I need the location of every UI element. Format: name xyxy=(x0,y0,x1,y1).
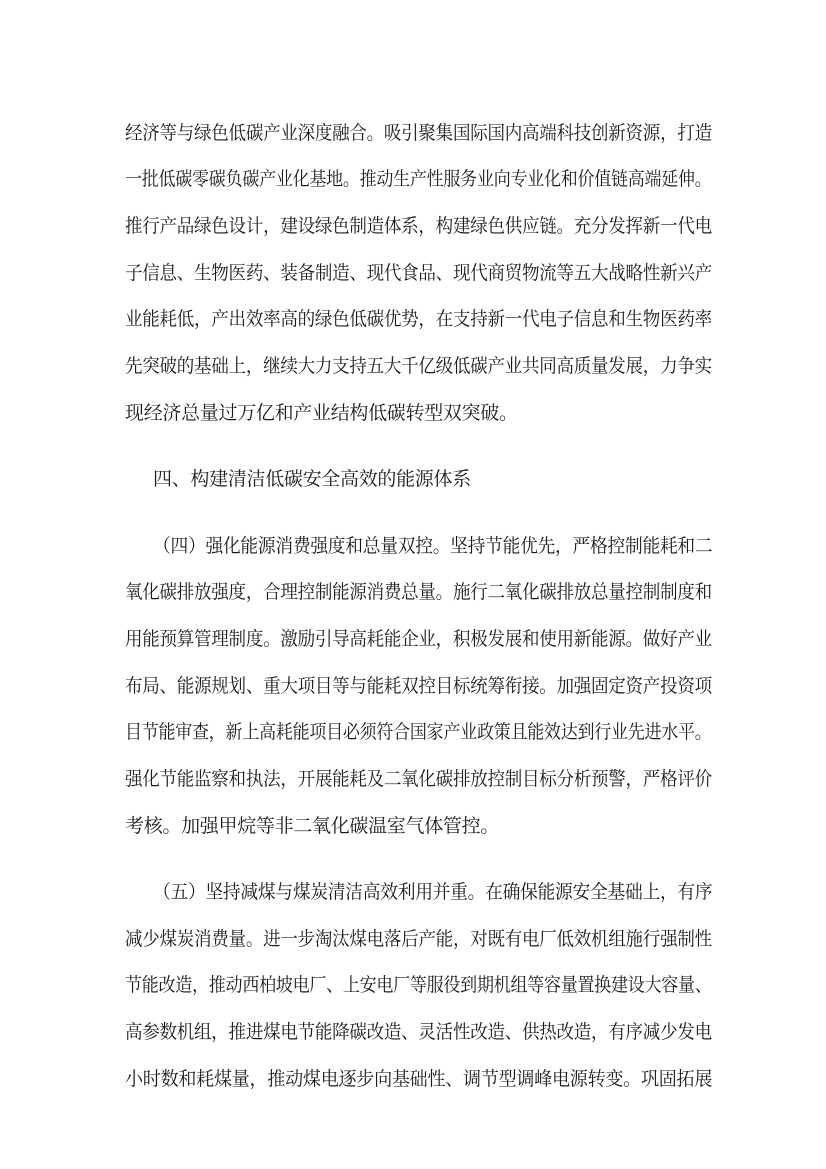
text-line: 氧化碳排放强度，合理控制能源消费总量。施行二氧化碳排放总量控制制度和 xyxy=(125,581,712,603)
text-line: 现经济总量过万亿和产业结构低碳转型双突破。 xyxy=(125,402,518,424)
text-line: 布局、能源规划、重大项目等与能耗双控目标统筹衔接。加强固定资产投资项 xyxy=(125,675,712,697)
text-line: 小时数和耗煤量，推动煤电逐步向基础性、调节型调峰电源转变。巩固拓展 xyxy=(125,1068,713,1090)
text-line: 节能改造，推动西柏坡电厂、上安电厂等服役到期机组等容量置换建设大容量、 xyxy=(125,974,712,996)
text-line: （四）强化能源消费强度和总量双控。坚持节能优先，严格控制能耗和二 xyxy=(153,535,713,557)
text-line: （五）坚持减煤与煤炭清洁高效利用并重。在确保能源安全基础上，有序 xyxy=(153,881,713,903)
text-line: 推行产品绿色设计，建设绿色制造体系，构建绿色供应链。充分发挥新一代电 xyxy=(125,215,712,237)
text-line: 目节能审查，新上高耗能项目必须符合国家产业政策且能效达到行业先进水平。 xyxy=(125,721,712,743)
text-line: 子信息、生物医药、装备制造、现代食品、现代商贸物流等五大战略性新兴产 xyxy=(125,262,712,284)
section-heading-text: 四、构建清洁低碳安全高效的能源体系 xyxy=(153,468,471,490)
text-line: 强化节能监察和执法，开展能耗及二氧化碳排放控制目标分析预警，严格评价 xyxy=(125,768,712,790)
text-line: 用能预算管理制度。激励引导高耗能企业，积极发展和使用新能源。做好产业 xyxy=(125,628,712,650)
text-line: 先突破的基础上，继续大力支持五大千亿级低碳产业共同高质量发展，力争实 xyxy=(125,355,712,377)
text-line: 高参数机组，推进煤电节能降碳改造、灵活性改造、供热改造，有序减少发电 xyxy=(125,1021,712,1043)
text-line: 业能耗低，产出效率高的绿色低碳优势，在支持新一代电子信息和生物医药率 xyxy=(125,308,712,330)
text-line: 减少煤炭消费量。进一步淘汰煤电落后产能，对既有电厂低效机组施行强制性 xyxy=(125,928,712,950)
text-line: 经济等与绿色低碳产业深度融合。吸引聚集国际国内高端科技创新资源，打造 xyxy=(125,122,712,144)
text-line: 考核。加强甲烷等非二氧化碳温室气体管控。 xyxy=(125,815,500,837)
text-line: 一批低碳零碳负碳产业化基地。推动生产性服务业向专业化和价值链高端延伸。 xyxy=(125,168,712,190)
